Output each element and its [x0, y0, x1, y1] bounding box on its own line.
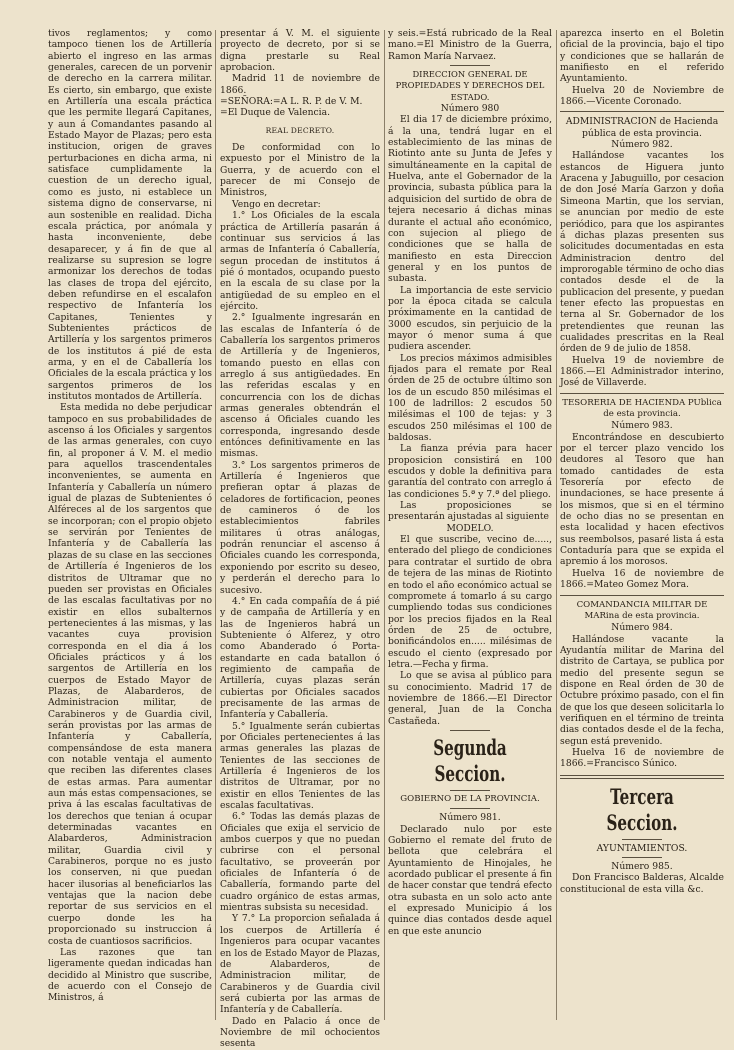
column-divider	[215, 30, 216, 1020]
column-divider	[384, 30, 385, 1020]
paragraph: Esta medida no debe perjudicar tampoco en sus probabilidades de ascenso á los Oficiales y sargentos de las armas generales, con cuyo fin, al proponer á V. M. el medio para aquellos trascendentales inconvenientes, se aumenta en Infantería y Caballería un número igual de plazas de Subtenientes ó Alféreces al de los sargentos que se incorporan; con el propio objeto se servirán por Tenientes de Infantería y de Caballería las plazas de su clase en las secciones de Artillería é Ingenieros de los distritos de Ultramar que no pueden ser provistas en Oficiales de las escalas facultativas por no existir en ellos subalternos pertenecientes á las mismas, y las vacantes cuya provision corresponda en el dia á los Oficiales prácticos y á los sargentos de Artillería en los cuerpos de Estado Mayor de Plazas, de Alabarderos, de Administracion militar, de Carabineros y de Guardia civil, serán provistas por las armas de Infantería y Caballería, compensándose de esta manera con notable ventaja el aumento que reciben las diferentes clases de estas armas. Para aumentar aun más estas compensaciones, se priva á las escalas facultativas de los derechos que tenian á ocupar determinadas vacantes en Alabarderos, Administracion militar, Guardia civil y Carabineros, porque no es justo los conserven, ni que puedan hacer ilusorias al beneficiarlos las ventajas que la nacion debe reportar de sus servicios en el cuerpo donde les ha proporcionado su instruccion á costa de cuantiosos sacrificios.	[48, 402, 212, 947]
section-heading: GOBIERNO DE LA PROVINCIA.	[400, 793, 540, 804]
notice-number: Número 983.	[611, 420, 673, 432]
signature-line: Huelva 20 de Noviembre de 1866.—Vicente Coronado.	[560, 84, 724, 108]
paragraph: Dado en Palacio á once de Noviembre de mil ochocientos sesenta	[220, 1015, 380, 1050]
paragraph: Lo que se avisa al público para su conocimiento. Madrid 17 de noviembre de 1866.—El Director general, Juan de la Concha Castañeda.	[388, 670, 552, 727]
paragraph: La fianza prévia para hacer proposicion consistirá en 100 escudos y doble la definitiva para garantía del contrato con arreglo á las condiciones 5.ª y 7.ª del pliego.	[388, 443, 552, 500]
article: 1.° Los Oficiales de la escala práctica de Artillería pasarán á continuar sus servicios á las armas de Infantería ó Caballería, segun procedan de institutos á pié ó montados, ocupando puesto en la escala de su clase por la antigüedad de su empleo en el ejército.	[220, 210, 380, 312]
paragraph: Declarado nulo por este Gobierno el remate del fruto de bellota que celebrára el Ayuntamiento de Hinojales, he acordado publicar el presente á fin de hacer constar que tendrá efecto otra subasta en un solo acto ante el expresado Municipio á los quince dias contados desde aquel en que este anuncio	[388, 823, 552, 937]
paragraph: Encontrándose en descubierto por el tercer plazo vencido los deudores al Tesoro que han tomado cantidades de esta Tesorería por efecto de inundaciones, se hace presente á los mismos, que si en el término de ocho dias no se presentan en esta localidad y hacen efectivos sus reembolsos, pasaré lista á esta Contaduría para que se expida el apremio á los morosos.	[560, 431, 724, 568]
notice-number: Número 982.	[611, 139, 673, 151]
paragraph: Hallándose vacante la Ayudantía militar de Marina del distrito de Cartaya, se publica por medio del presente segun se dispone en Real órden de 30 de Octubre próximo pasado, con el fin de que los que deseen solicitarla lo verifiquen en el término de treinta dias contados desde el de la fecha, segun está prevenido.	[560, 633, 724, 747]
paragraph: El que suscribe, vecino de....., enterado del pliego de condiciones para contratar el surtido de obra de tejera de las minas de Riotinto en todo el año económico actual se compromete á tomarlo á su cargo cumpliendo todas sus condiciones por los precios fijados en la Real órden de 25 de octubre, bonificándolos en..... milésimas de escudo el ciento (expresado por letra.—Fecha y firma.	[388, 534, 552, 670]
paragraph: tivos reglamentos; y como tampoco tienen los de Artillería abierto el ingreso en las armas generales, carecen de un porvenir de derecho en la carrera militar. Es cierto, sin embargo, que existe en Artillería una escala práctica que les permite llegará Capitanes, y aun á Comandantes pasando al Estado Mayor de Plazas; pero esta institucion, origen de graves perturbaciones en dicha arma, ni satisface cumplidamente la cuestion de un derecho igual, como es justo, ni establece un sistema digno de conservarse, ni aun sostenible en realidad. Dicha escala práctica, por anómala y hasta inconveniente, debe desaparecer, y á fin de que al realizarse su supresion se logre armonizar los derechos de todas las clases de tropa del ejército, deben refundirse en el escalafon respectivo de Infantería los Capitanes, Tenientes y Subtenientes prácticos de Artillería y los sargentos primeros de los institutos á pié de esta arma, y en el de Caballería los Oficiales de la escala práctica y los sargentos primeros de los institutos montados de Artillería.	[48, 28, 212, 402]
paragraph: Don Francisco Balderas, Alcalde constitucional de esta villa &c.	[560, 872, 724, 895]
modelo-heading: MODELO.	[446, 522, 494, 534]
signer-line: =El Duque de Valencia.	[220, 107, 330, 119]
column-4	[560, 28, 724, 1018]
paragraph: Los precios máximos admisibles fijados para el remate por Real órden de 25 de octubre último son los de un escudo 850 milésimas el 100 de ladrillos: 2 escudos 50 milésimas el 100 de tejas: y 3 escudos 250 milésimas el 100 de baldosas.	[388, 352, 552, 444]
salute-line: =SEÑORA:=A L. R. P. de V. M.	[220, 96, 363, 108]
notice-number: Número 981.	[439, 812, 501, 824]
section-heading: TESORERIA DE HACIENDA PUblica de esta provincia.	[562, 397, 722, 419]
notice-number: Número 985.	[611, 861, 673, 872]
article: Y 7.° La proporcion señalada á los cuerpos de Artillería é Ingenieros para ocupar vacantes en los de Estado Mayor de Plazas, de Alabarderos, de Administracion militar, de Carabineros y de Guardia civil será cubierta por las armas de Infantería y de Caballería.	[220, 913, 380, 1016]
article: 5.° Igualmente serán cubiertas por Oficiales pertenecientes á las armas generales las plazas de Tenientes de las secciones de Artillería é Ingenieros de los distritos de Ultramar, por no existir en ellos Tenientes de las escalas facultativas.	[220, 720, 380, 812]
paragraph: Las proposiciones se presentarán ajustadas al siguiente	[388, 500, 552, 523]
paragraph: Hallándose vacantes los estancos de Higuera junto Aracena y Jabuguillo, por cesacion de don José María Garzon y doña Simeona Martin, que los servian, se anuncian por medio de este periódico, para que los aspirantes á dichas plazas presenten sus solicitudes documentadas en esta Administracion dentro del improrogable término de ocho dias contados desde el de la publicacion del presente, y puedan tener efecto las propuestas en terna al Sr. Gobernador de los pretendientes que reunan las cualidades prescritas en la Real órden de 9 de julio de 1858.	[560, 150, 724, 355]
paragraph: El dia 17 de diciembre próximo, á la una, tendrá lugar en el establecimiento de las minas de Riotinto ante su Junta de Jefes y simultáneamente en la capital de Huelva, ante el Gobernador de la provincia, subasta pública para la adquisicion del surtido de obra de tejera necesario á dichas minas durante el actual año económico, con sujecion al pliego de condiciones que se halla de manifiesto en esta Direccion general y en los puntos de subasta.	[388, 114, 552, 285]
column-3	[388, 28, 552, 1018]
section-heading: ADMINISTRACION de Hacienda pública de esta provincia.	[565, 116, 719, 139]
paragraph: De conformidad con lo expuesto por el Ministro de la Guerra, y de acuerdo con el parecer de mi Consejo de Ministros,	[220, 142, 380, 199]
paragraph: La importancia de este servicio por la época citada se calcula próximamente en la cantidad de 3000 escudos, sin perjuicio de la mayor ó menor suma á que pudiera ascender.	[388, 284, 552, 353]
paragraph: Las razones que tan ligeramente quedan indicadas han decidido al Ministro que suscribe, de acuerdo con el Consejo de Ministros, á	[48, 946, 212, 1004]
section-title-segunda: Segunda Seccion.	[433, 734, 507, 786]
column-divider	[556, 30, 557, 1020]
signature-line: Huelva 19 de noviembre de 1866.—El Administrador interino, José de Villaverde.	[560, 354, 724, 389]
section-heading: DIRECCION GENERAL DE PROPIEDADES Y DERECHOS DEL ESTADO.	[395, 69, 545, 102]
signature-line: Huelva 16 de noviembre de 1866.=Francisco Súnico.	[560, 746, 724, 770]
article: 3.° Los sargentos primeros de Artillería é Ingenieros que prefieran optar á plazas de celadores de fortificacion, peones de camineros ó de los establecimientos fabriles militares ú otras análogas, podrán renunciar el ascenso á Oficiales cuando les corresponda, exponiendo por escrito su deseo, y perderán el derecho para lo sucesivo.	[220, 459, 380, 596]
date-line: Madrid 11 de noviembre de 1866.	[220, 73, 380, 96]
notice-number: Número 984.	[611, 622, 673, 634]
signature-line: Huelva 16 de noviembre de 1866.=Mateo Gomez Mora.	[560, 567, 724, 591]
notice-number: Número 980	[440, 103, 500, 115]
section-heading: COMANDANCIA MILITAR DE MARina de esta provincia.	[576, 599, 708, 621]
section-title-tercera: Tercera Seccion.	[606, 783, 678, 835]
paragraph: Vengo en decretar:	[232, 198, 321, 210]
paragraph: aparezca inserto en el Boletin oficial de la provincia, bajo el tipo y condiciones que se hallarán de manifiesto en el referido Ayuntamiento.	[560, 28, 724, 85]
article: 4.° En cada compañía de á pié y de campaña de Artillería y en las de Ingenieros habrá un Subteniente ó Alferez, y otro como Abanderado ó Porta-estandarte en cada batallon ó regimiento de campaña de Artillería, cuyas plazas serán cubiertas por Oficiales sacados precisamente de las armas de Infantería y Caballería.	[220, 595, 380, 721]
article: 2.° Igualmente ingresarán en las escalas de Infantería ó de Caballería los sargentos primeros de Artillería y de Ingenieros, tomando puesto en ellas con arreglo á sus antigüedades. En las referidas escalas y en concurrencia con los de dichas armas generales obtendrán el ascenso á Oficiales cuando les corresponda, ingresando desde entónces definitivamente en las mismas.	[220, 312, 380, 460]
paragraph: presentar á V. M. el siguiente proyecto de decreto, por si se digna prestarle su Real aprobacion.	[220, 28, 380, 74]
column-1	[48, 28, 212, 1018]
decree-heading: REAL DECRETO.	[265, 125, 335, 135]
section-heading: AYUNTAMIENTOS.	[596, 842, 688, 854]
column-2	[220, 28, 380, 1050]
article: 6.° Todas las demás plazas de Oficiales que exija el servicio de ambos cuerpos y que no puedan cubrirse con el personal facultativo, se proveerán por oficiales de Infantería ó de Caballería, formando parte del cuadro orgánico de estas armas, mientras subsista su necesidad.	[220, 811, 380, 914]
paragraph: y seis.=Está rubricado de la Real mano.=El Ministro de la Guerra, Ramon María Narvaez.	[388, 28, 552, 62]
